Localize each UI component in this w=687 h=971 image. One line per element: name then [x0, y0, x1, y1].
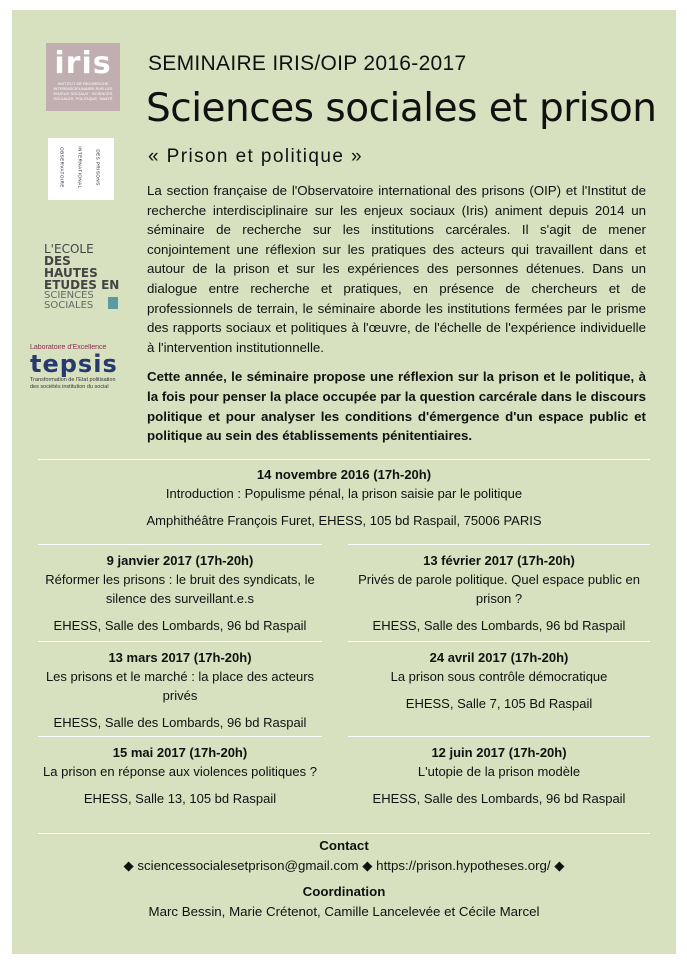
divider — [38, 736, 322, 737]
session-block — [38, 743, 322, 808]
session-block — [38, 465, 650, 530]
session-date: 24 avril 2017 (17h-20h) — [429, 650, 569, 665]
session-place: EHESS, Salle des Lombards, 96 bd Raspail — [372, 618, 626, 633]
oip-logo — [48, 138, 114, 200]
session-topic: Réformer les prisons : le bruit des syndicats, le silence des surveillant.e.s — [45, 572, 315, 606]
intro-text — [147, 181, 646, 456]
seminar-kicker: SEMINAIRE IRIS/OIP 2016-2017 — [148, 52, 467, 75]
coordination-heading: Coordination — [302, 884, 386, 899]
oip-logo-line-3: DES PRISONS — [95, 149, 101, 186]
session-date: 15 mai 2017 (17h-20h) — [112, 745, 248, 760]
session-block — [348, 648, 650, 713]
divider — [38, 833, 650, 834]
session-date: 13 février 2017 (17h-20h) — [423, 553, 575, 568]
session-date: 9 janvier 2017 (17h-20h) — [106, 553, 254, 568]
ehess-logo-line-1: L'ECOLE — [44, 243, 94, 256]
tepsis-logo-label: Laboratoire d'Excellence — [30, 344, 107, 351]
divider — [348, 736, 650, 737]
session-place: EHESS, Salle des Lombards, 96 bd Raspail — [53, 618, 307, 633]
session-place: EHESS, Salle des Lombards, 96 bd Raspail — [372, 791, 626, 806]
intro-paragraph: La section française de l'Observatoire international des prisons (OIP) et l'Institut de recherche interdisciplinaire sur les enjeux sociaux (Iris) animent depuis 2014 un séminaire de recherche sur les institutions carcérales. Il s'agit de mener conjointement une réflexion sur les pratiques des acteurs qui travaillent dans et autour de la prison et sur les expériences des personnes détenues. Dans un dialogue entre recherche et pratiques, en présence de chercheurs et de professionnels de terrain, le séminaire aborde les institutions fermées par le prisme des rapports sociaux et politiques à l'œuvre, de l'échelle de l'expérience individuelle à l'intervention institutionnelle. — [147, 183, 646, 355]
oip-logo-line-1: OBSERVATOIRE — [59, 147, 65, 188]
session-date: 13 mars 2017 (17h-20h) — [108, 650, 252, 665]
session-block — [348, 743, 650, 808]
session-topic: Les prisons et le marché : la place des acteurs privés — [45, 669, 315, 703]
session-topic: Introduction : Populisme pénal, la prison saisie par le politique — [165, 486, 523, 501]
divider — [348, 641, 650, 642]
session-place: EHESS, Salle 13, 105 bd Raspail — [83, 791, 277, 806]
session-place: EHESS, Salle des Lombards, 96 bd Raspail — [53, 715, 307, 730]
ehess-logo-square — [108, 297, 118, 309]
ehess-logo-line-3: ETUDES EN — [44, 278, 120, 292]
iris-logo — [46, 43, 120, 111]
session-topic: La prison sous contrôle démocratique — [390, 669, 608, 684]
ehess-logo-line-2: DES HAUTES — [44, 254, 98, 280]
divider — [38, 641, 322, 642]
tepsis-logo-description: Transformation de l'Etat politisation des sociétés institution du social — [30, 377, 116, 390]
intro-highlight-paragraph: Cette année, le séminaire propose une réflexion sur la prison et le politique, à la fois pour penser la place occupée par la question carcérale dans le discours politique et pour analyser les conditions d'émergence d'un espace public et politique au sein des établissements pénitentiaires. — [147, 369, 646, 444]
session-block — [38, 648, 322, 732]
session-topic: La prison en réponse aux violences politiques ? — [43, 764, 317, 779]
coordination-line: Marc Bessin, Marie Crétenot, Camille Lancelevée et Cécile Marcel — [148, 904, 540, 919]
session-block — [38, 551, 322, 635]
page-title: Sciences sociales et prison — [146, 86, 657, 131]
footer — [12, 836, 676, 922]
ehess-logo — [44, 243, 120, 315]
oip-logo-line-2: INTERNATIONAL — [77, 146, 83, 189]
session-topic: Privés de parole politique. Quel espace public en prison ? — [358, 572, 640, 606]
contact-heading: Contact — [319, 838, 369, 853]
session-block — [348, 551, 650, 635]
ehess-logo-line-5: SOCIALES — [44, 300, 94, 311]
session-place: Amphithéâtre François Furet, EHESS, 105 bd Raspail, 75006 PARIS — [146, 513, 542, 528]
page-subtitle: « Prison et politique » — [148, 146, 363, 167]
divider — [38, 544, 322, 545]
divider — [348, 544, 650, 545]
session-topic: L'utopie de la prison modèle — [417, 764, 581, 779]
session-date: 12 juin 2017 (17h-20h) — [431, 745, 567, 760]
contact-line: ◆ sciencessocialesetprison@gmail.com ◆ https://prison.hypotheses.org/ ◆ — [123, 858, 565, 873]
session-date: 14 novembre 2016 (17h-20h) — [256, 467, 432, 482]
iris-logo-caption: INSTITUT DE RECHERCHE INTERDISCIPLINAIRE SUR LES ENJEUX SOCIAUX · SCIENCES SOCIALES, POLITIQUE, SANTÉ — [53, 81, 113, 101]
ehess-logo-line-4: SCIENCES — [44, 290, 94, 301]
tepsis-logo-name: tepsis — [30, 350, 118, 378]
session-place: EHESS, Salle 7, 105 Bd Raspail — [405, 696, 593, 711]
iris-logo-text: iris — [54, 46, 112, 81]
tepsis-logo — [30, 344, 124, 416]
divider — [38, 459, 650, 460]
